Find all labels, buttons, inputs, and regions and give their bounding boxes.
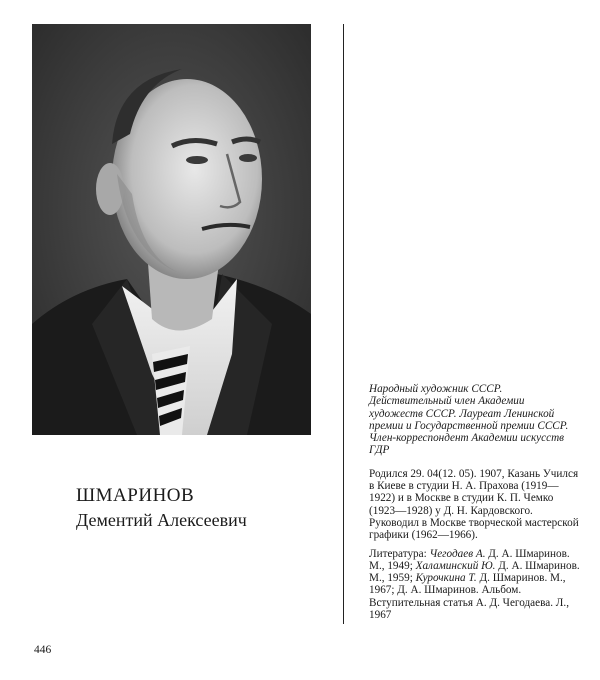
literature-author: Халаминский Ю.	[415, 559, 496, 572]
literature-author: Чегодаев А.	[429, 547, 486, 560]
literature-author: Курочкина Т.	[415, 572, 477, 585]
artist-info	[369, 383, 581, 621]
artist-biography: Родился 29. 04(12. 05). 1907, Казань Учился в Киеве в студии Н. А. Прахова (1919—1922) и в Москве в студии К. П. Чемко (1923—1928) у Д. Н. Кардовского. Руководил в Москве творческой мастерской графики (1962—1966).	[369, 467, 579, 542]
artist-name	[76, 485, 247, 531]
artist-titles: Народный художник СССР. Действительный член Академии художеств СССР. Лауреат Ленинской премии и Государственной премии СССР. Член-корреспондент Академии искусств ГДР	[369, 383, 569, 457]
page-number: 446	[34, 644, 52, 656]
literature-label: Литература:	[369, 547, 427, 560]
literature-entry: Д. Шмаринов. М., 1967; Д. А. Шмаринов. Альбом. Вступительная статья А. Д. Чегодаева. Л., 1967	[369, 572, 569, 622]
column-divider	[343, 24, 344, 624]
literature-list	[369, 548, 581, 622]
portrait-photo	[32, 24, 311, 435]
portrait-image	[32, 24, 311, 435]
artist-surname: ШМАРИНОВ	[76, 485, 195, 506]
literature-entry: Д. А. Шмаринов. М., 1949;	[369, 547, 570, 572]
literature-entry: Д. А. Шмаринов. М., 1959;	[369, 559, 580, 585]
artist-given-name: Дементий Алексеевич	[76, 510, 247, 530]
